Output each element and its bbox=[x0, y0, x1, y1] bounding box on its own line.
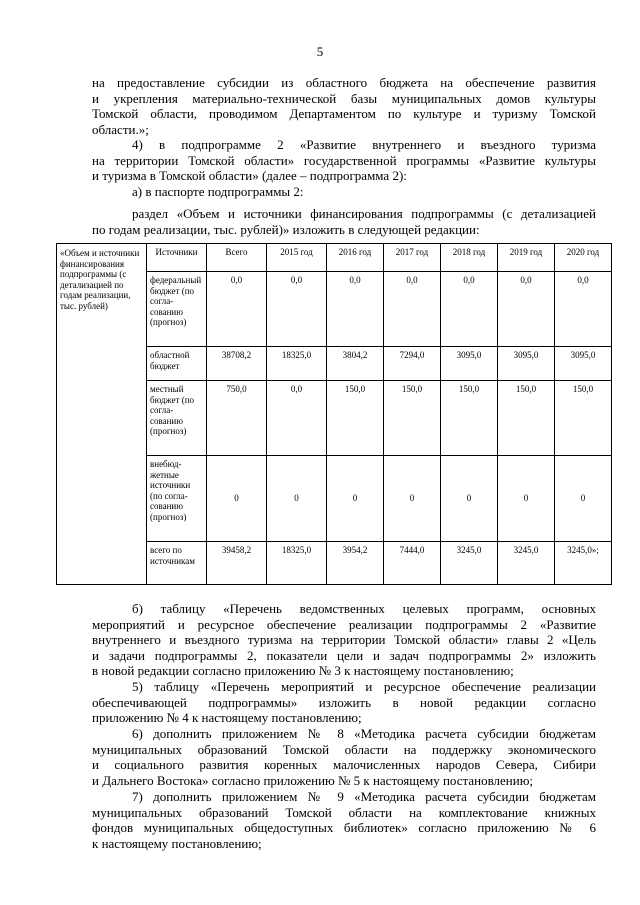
value-cell: 0 bbox=[327, 456, 384, 542]
value-cell: 0 bbox=[441, 456, 498, 542]
text-line: к настоящему постановлению; bbox=[92, 835, 262, 851]
text-line: на территории Томской области» государственной программы «Развитие культуры bbox=[92, 152, 596, 168]
row-label-cell: «Объем и источники финансирования подпрограммы (с детализацией по годам реализации, тыс. рублей) bbox=[57, 244, 147, 585]
header-cell: Источники bbox=[147, 244, 207, 272]
text-line: приложению № 4 к настоящему постановлению; bbox=[92, 710, 362, 725]
value-cell: 0 bbox=[555, 456, 612, 542]
value-cell: 0,0 bbox=[555, 272, 612, 347]
paragraph-7 bbox=[92, 726, 596, 788]
text-line: муниципальных образований Томской области на поддержку экономического bbox=[92, 741, 596, 757]
page-number: 5 bbox=[316, 44, 324, 59]
value-cell: 3095,0 bbox=[498, 347, 555, 381]
text-line: на предоставление субсидии из областного бюджета на обеспечение развития bbox=[92, 75, 596, 90]
text-line: по годам реализации, тыс. рублей)» изложить в следующей редакции: bbox=[92, 221, 480, 237]
value-cell: 0,0 bbox=[498, 272, 555, 347]
value-cell: 0 bbox=[384, 456, 441, 542]
value-cell: 0,0 bbox=[327, 272, 384, 347]
text-line: муниципальных образований Томской области на комплектование книжных bbox=[92, 804, 596, 820]
value-cell: 3245,0»; bbox=[555, 542, 612, 585]
value-cell: 39458,2 bbox=[207, 542, 267, 585]
text-line: Томской области, проводимом Департаментом по культуре и туризму Томской bbox=[92, 106, 596, 121]
value-cell: 0 bbox=[207, 456, 267, 542]
value-cell: 750,0 bbox=[207, 381, 267, 456]
value-cell: 18325,0 bbox=[267, 347, 327, 381]
value-cell: 7444,0 bbox=[384, 542, 441, 585]
text-line: и социального развития коренных малочисленных народов Севера, Сибири bbox=[92, 757, 596, 772]
text-line: и укрепления материально-технической базы муниципальных домов культуры bbox=[92, 90, 596, 106]
value-cell: 0,0 bbox=[267, 272, 327, 347]
value-cell: 0 bbox=[267, 456, 327, 542]
text-line: обеспечивающей подпрограммы» изложить в новой редакции согласно bbox=[92, 694, 596, 710]
header-cell: 2016 год bbox=[327, 244, 384, 272]
paragraph-8 bbox=[92, 789, 596, 851]
text-line: внутреннего и въездного туризма на территории Томской области» главы 2 «Цель bbox=[92, 632, 596, 647]
value-cell: 38708,2 bbox=[207, 347, 267, 381]
value-cell: 0,0 bbox=[441, 272, 498, 347]
value-cell: 0,0 bbox=[207, 272, 267, 347]
text-line: 6) дополнить приложением № 8 «Методика расчета субсидии бюджетам bbox=[132, 726, 596, 741]
header-cell: 2018 год bbox=[441, 244, 498, 272]
value-cell: 3954,2 bbox=[327, 542, 384, 585]
value-cell: 0,0 bbox=[267, 381, 327, 456]
paragraph-6 bbox=[92, 679, 596, 726]
value-cell: 0 bbox=[498, 456, 555, 542]
source-cell: местный бюджет (по согла-сованию (прогноз) bbox=[147, 381, 207, 456]
text-line: а) в паспорте подпрограммы 2: bbox=[132, 184, 304, 199]
header-cell: 2015 год bbox=[267, 244, 327, 272]
text-line: фондов муниципальных общедоступных библиотек» согласно приложению № 6 bbox=[92, 820, 596, 835]
source-cell: всего по источникам bbox=[147, 542, 207, 585]
text-line: в новой редакции согласно приложению № 3 к настоящему постановлению; bbox=[92, 663, 514, 678]
text-line: и задачи подпрограммы 2, показатели цели и задач подпрограммы 2» изложить bbox=[92, 647, 596, 663]
value-cell: 3245,0 bbox=[441, 542, 498, 585]
paragraph-2 bbox=[92, 137, 596, 184]
text-line: и Дальнего Востока» согласно приложению № 5 к настоящему постановлению; bbox=[92, 772, 534, 788]
value-cell: 150,0 bbox=[441, 381, 498, 456]
table-header-row bbox=[57, 244, 612, 272]
text-line: 5) таблицу «Перечень мероприятий и ресурсное обеспечение реализации bbox=[132, 679, 596, 694]
header-cell: 2019 год bbox=[498, 244, 555, 272]
value-cell: 3095,0 bbox=[555, 347, 612, 381]
value-cell: 3095,0 bbox=[441, 347, 498, 381]
text-line: и туризма в Томской области» (далее – подпрограмма 2): bbox=[92, 168, 407, 183]
value-cell: 0,0 bbox=[384, 272, 441, 347]
value-cell: 3245,0 bbox=[498, 542, 555, 585]
value-cell: 150,0 bbox=[327, 381, 384, 456]
paragraph-1 bbox=[92, 75, 596, 137]
budget-table bbox=[56, 243, 612, 585]
paragraph-3 bbox=[92, 184, 596, 200]
source-cell: областной бюджет bbox=[147, 347, 207, 381]
text-line: 4) в подпрограмме 2 «Развитие внутреннего и въездного туризма bbox=[132, 137, 596, 152]
value-cell: 18325,0 bbox=[267, 542, 327, 585]
value-cell: 150,0 bbox=[384, 381, 441, 456]
text-line: мероприятий и ресурсное обеспечение реализации подпрограммы 2 «Развитие bbox=[92, 616, 596, 632]
paragraph-4 bbox=[92, 206, 596, 237]
value-cell: 3804,2 bbox=[327, 347, 384, 381]
text-line: б) таблицу «Перечень ведомственных целевых программ, основных bbox=[132, 601, 596, 616]
header-cell: 2017 год bbox=[384, 244, 441, 272]
value-cell: 150,0 bbox=[555, 381, 612, 456]
paragraph-5 bbox=[92, 601, 596, 679]
source-cell: внебюд-жетные источники (по согла-сованию (прогноз) bbox=[147, 456, 207, 542]
text-line: области.»; bbox=[92, 121, 149, 137]
header-cell: 2020 год bbox=[555, 244, 612, 272]
source-cell: федеральный бюджет (по согла-сованию (прогноз) bbox=[147, 272, 207, 347]
value-cell: 150,0 bbox=[498, 381, 555, 456]
value-cell: 7294,0 bbox=[384, 347, 441, 381]
text-line: раздел «Объем и источники финансирования подпрограммы (с детализацией bbox=[132, 206, 596, 221]
header-cell: Всего bbox=[207, 244, 267, 272]
text-line: 7) дополнить приложением № 9 «Методика расчета субсидии бюджетам bbox=[132, 789, 596, 804]
